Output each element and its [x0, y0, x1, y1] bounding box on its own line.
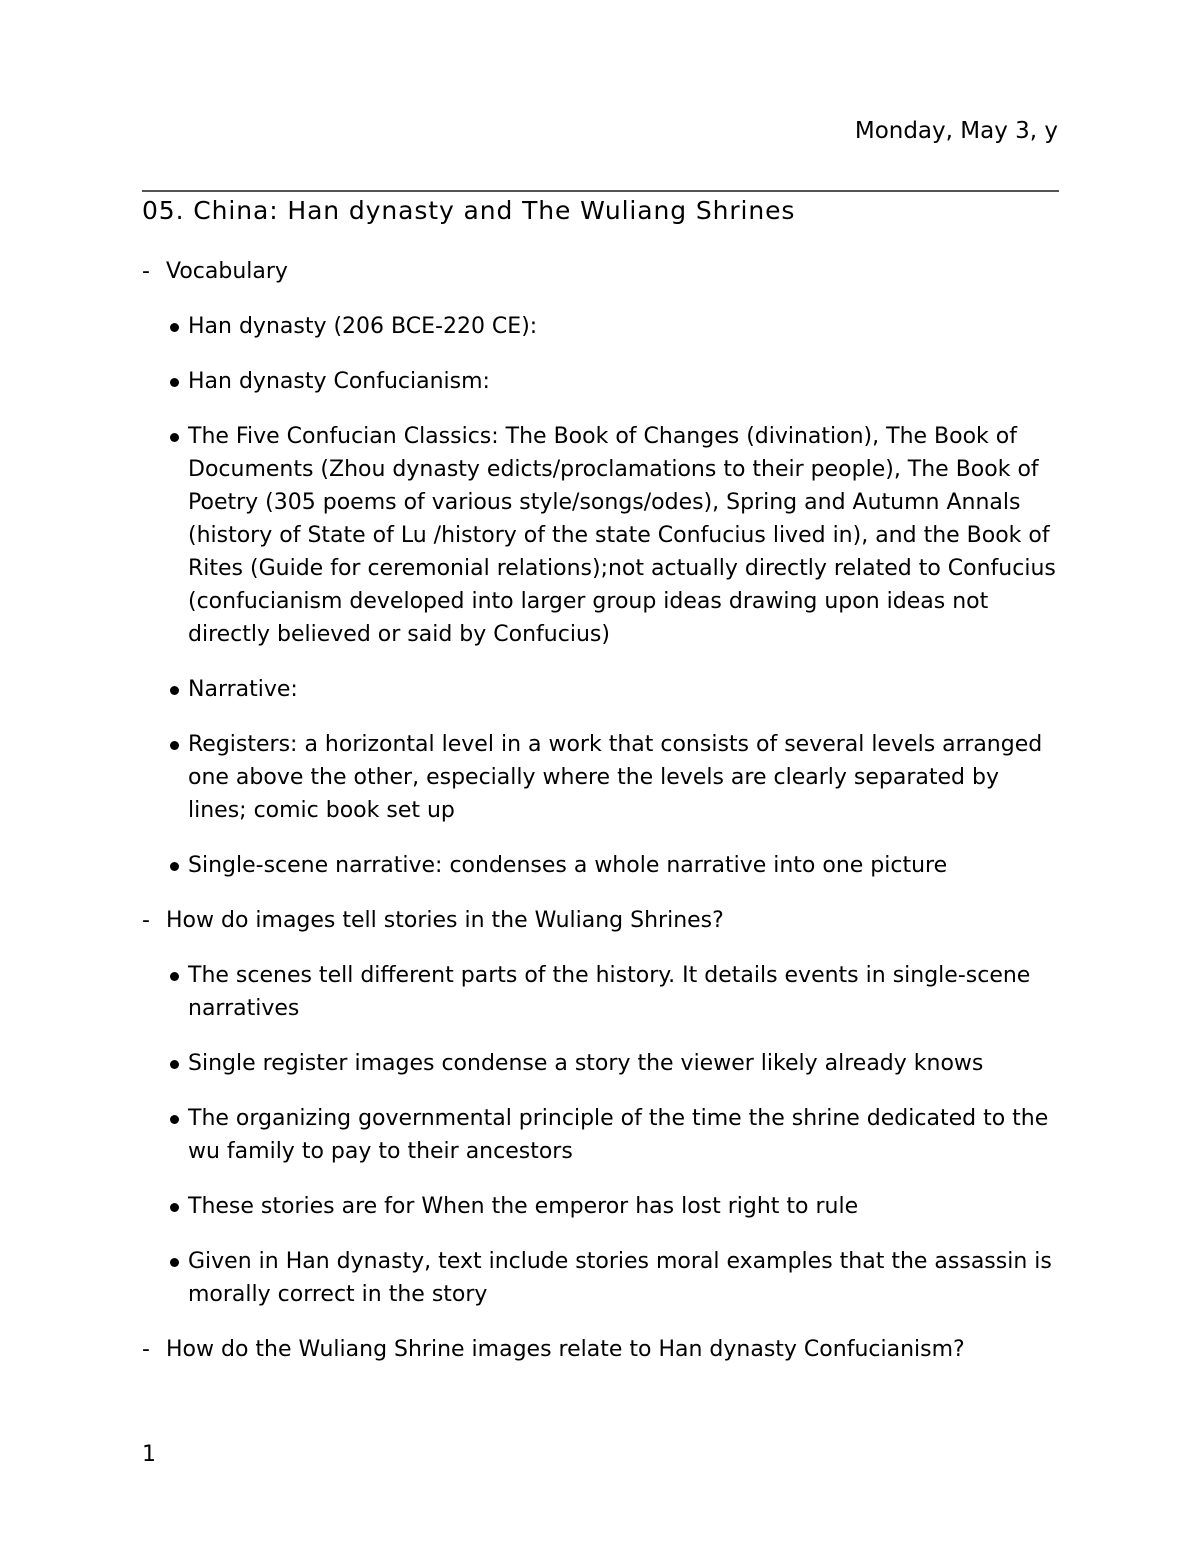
list-item [142, 310, 1059, 343]
section-heading-text: How do images tell stories in the Wuliang Shrines? [166, 908, 724, 933]
bullet-icon [170, 378, 179, 387]
list-item-text: The scenes tell different parts of the history. It details events in single-scene narratives [188, 963, 1031, 1021]
document-title: 05. China: Han dynasty and The Wuliang Shrines [142, 196, 796, 225]
dash-marker: - [142, 259, 150, 284]
list-item-text: Han dynasty (206 BCE-220 CE): [188, 314, 538, 339]
section-heading-images-tell-stories [142, 904, 1059, 937]
list-item-text: These stories are for When the emperor has lost right to rule [188, 1194, 859, 1219]
list-item-text: Single register images condense a story the viewer likely already knows [188, 1051, 984, 1076]
bullet-icon [170, 741, 179, 750]
bullet-icon [170, 433, 179, 442]
list-item-text: Han dynasty Confucianism: [188, 369, 490, 394]
list-item-text: Single-scene narrative: condenses a whole narrative into one picture [188, 853, 948, 878]
bullet-icon [170, 323, 179, 332]
list-item [142, 1190, 1059, 1223]
section-heading-relation-confucianism [142, 1333, 1059, 1366]
list-item [142, 728, 1059, 827]
bullet-icon [170, 862, 179, 871]
list-item-text: The Five Confucian Classics: The Book of Changes (divination), The Book of Documents (Zhou dynasty edicts/proclamations to their people), The Book of Poetry (305 poems of various style/songs/odes), Spring and Autumn Annals (history of State of Lu /history of the state Confucius lived in), and the Book of Rites (Guide for ceremonial relations);not actually directly related to Confucius (confucianism developed into larger group ideas drawing upon ideas not directly believed or said by Confucius) [188, 424, 1056, 647]
list-item [142, 849, 1059, 882]
section-heading-vocabulary [142, 255, 1059, 288]
list-item [142, 1047, 1059, 1080]
section-heading-text: How do the Wuliang Shrine images relate to Han dynasty Confucianism? [166, 1337, 965, 1362]
list-item [142, 420, 1059, 651]
header-rule [142, 190, 1059, 192]
list-item-text: Given in Han dynasty, text include stories moral examples that the assassin is morally correct in the story [188, 1249, 1052, 1307]
list-item-text: Narrative: [188, 677, 298, 702]
document-body [142, 255, 1059, 1388]
list-item [142, 959, 1059, 1025]
list-item [142, 1102, 1059, 1168]
section-heading-text: Vocabulary [166, 259, 288, 284]
page-number: 1 [142, 1442, 156, 1467]
bullet-icon [170, 1060, 179, 1069]
dash-marker: - [142, 908, 150, 933]
dash-marker: - [142, 1337, 150, 1362]
list-item-text: Registers: a horizontal level in a work that consists of several levels arranged one above the other, especially where the levels are clearly separated by lines; comic book set up [188, 732, 1043, 823]
bullet-icon [170, 686, 179, 695]
bullet-icon [170, 1258, 179, 1267]
bullet-icon [170, 972, 179, 981]
bullet-icon [170, 1115, 179, 1124]
bullet-icon [170, 1203, 179, 1212]
list-item [142, 365, 1059, 398]
list-item [142, 673, 1059, 706]
list-item [142, 1245, 1059, 1311]
list-item-text: The organizing governmental principle of the time the shrine dedicated to the wu family to pay to their ancestors [188, 1106, 1049, 1164]
header-date: Monday, May 3, y [854, 118, 1058, 144]
